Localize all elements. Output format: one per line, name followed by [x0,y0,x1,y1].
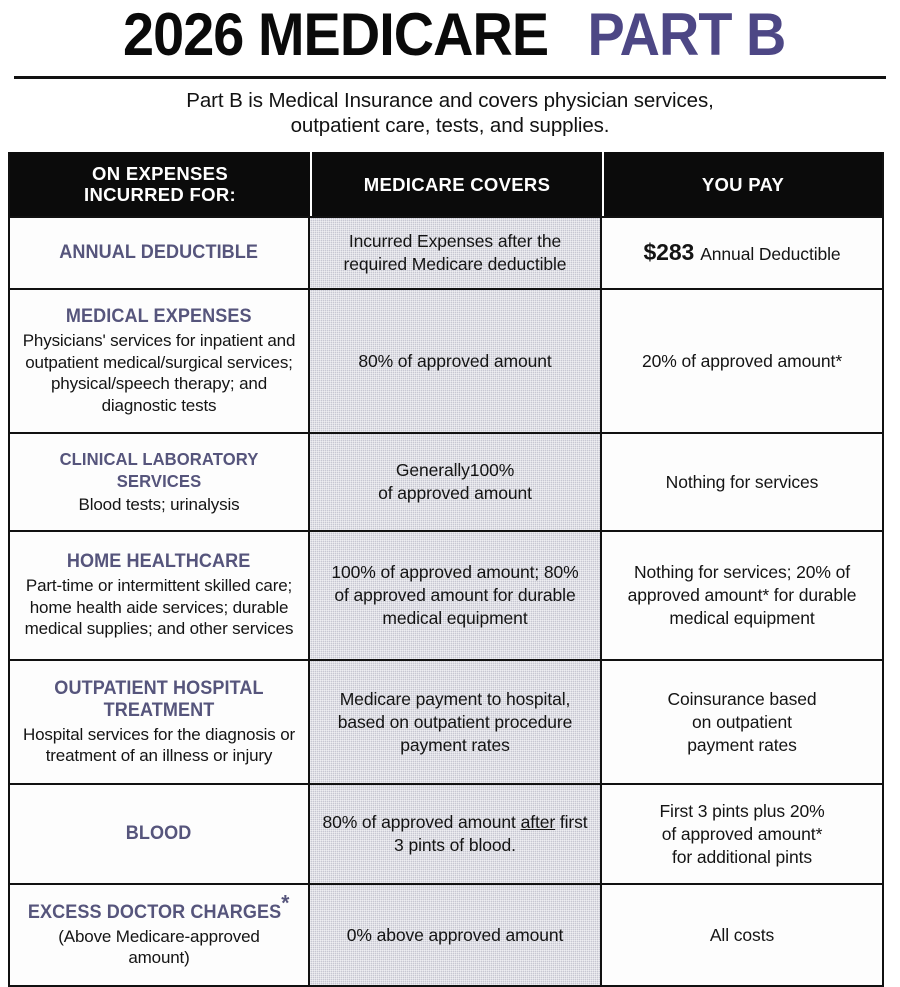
page-title-main: 2026 MEDICARE [122,1,549,68]
pay-line-1: Coinsurance based [667,688,817,709]
row-label: HOME HEALTHCARE [67,551,251,573]
deductible-label: Annual Deductible [700,243,841,264]
covers-line-3: payment rates [400,734,510,755]
row-pay-cell [602,290,882,432]
row-label-cell [10,434,310,530]
row-label: BLOOD [126,823,192,844]
pay-line-1: Nothing for services; 20% of [633,562,851,582]
covers-text-underlined: after [520,812,556,832]
pay-line-1: 20% of approved amount* [641,350,843,371]
covers-line-1: 80% of approved amount [358,350,552,371]
covers-text-pre: 80% of approved amount [322,812,521,832]
row-label: ANNUAL DEDUCTIBLE [59,242,259,263]
column-header-medicare-covers: MEDICARE COVERS [310,152,602,216]
column-header-expenses-line-1: ON EXPENSES [92,163,228,184]
benefits-table [8,152,884,987]
table-row [10,216,882,288]
row-pay-cell [602,885,882,985]
table-header-row [10,152,882,216]
subtitle-line-2: outpatient care, tests, and supplies. [290,114,610,137]
asterisk-icon: * [281,890,290,916]
covers-line-2: of approved amount for durable [334,585,576,605]
row-pay-cell [602,785,882,883]
row-pay-cell [602,434,882,530]
covers-line-2: based on outpatient procedure [337,711,573,732]
covers-line-2: of approved amount [378,483,532,503]
pay-line-1: All costs [709,924,775,945]
row-covers-cell [310,218,602,288]
row-label: CLINICAL LABORATORY SERVICES [59,449,259,492]
table-row [10,783,882,883]
row-label: OUTPATIENT HOSPITAL TREATMENT [54,677,264,721]
row-description-line-2: amount) [128,948,190,967]
row-covers-cell [310,290,602,432]
table-row [10,288,882,432]
covers-line-1: Medicare payment to hospital, [339,688,571,709]
row-description: Hospital services for the diagnosis or treatment of an illness or injury [22,724,296,765]
row-pay-cell [602,532,882,659]
covers-line-3: medical equipment [382,608,528,628]
pay-line-3: payment rates [687,734,797,755]
covers-line-1 [322,811,587,834]
row-label-cell [10,218,310,288]
page-header [0,0,900,138]
row-description: Part-time or intermittent skilled care; home health aide services; durable medical supplies; and other services [24,576,294,639]
row-pay-cell [602,218,882,288]
row-label-cell [10,661,310,783]
pay-line-2: approved amount* for durable [627,585,857,605]
table-row [10,659,882,783]
table-row [10,432,882,530]
row-label [28,890,290,924]
row-label-cell [10,290,310,432]
page-title [0,0,900,68]
page-subtitle [0,79,900,138]
covers-line-1: 100% of approved amount; 80% [331,562,579,582]
covers-line-1: Incurred Expenses after the [348,231,562,251]
pay-line-1: Nothing for services [665,471,819,492]
deductible-amount: $283 [643,238,695,265]
row-description: Blood tests; urinalysis [78,495,240,515]
row-covers-cell [310,785,602,883]
subtitle-line-1: Part B is Medical Insurance and covers physician services, [186,89,714,112]
pay-line-1: First 3 pints plus 20% [659,800,825,821]
table-row [10,530,882,659]
row-label-cell [10,885,310,985]
covers-line-1: 0% above approved amount [346,924,564,945]
row-pay-cell [602,661,882,783]
row-label: MEDICAL EXPENSES [66,306,252,327]
table-row [10,883,882,985]
column-header-you-pay: YOU PAY [602,152,882,216]
covers-line-1: Generally100% [395,460,515,480]
row-description: Physicians' services for inpatient and outpatient medical/surgical services; physical/speech therapy; and diagnostic tests [22,331,296,415]
pay-line-2: of approved amount* [661,823,823,844]
column-header-expenses-line-2: INCURRED FOR: [84,184,236,205]
row-covers-cell [310,885,602,985]
row-label-cell [10,532,310,659]
page-title-accent: PART B [587,1,786,68]
row-covers-cell [310,661,602,783]
pay-line-3: medical equipment [669,608,815,628]
covers-line-2: 3 pints of blood. [394,835,516,855]
row-covers-cell [310,434,602,530]
row-description [58,926,259,969]
pay-line-2: on outpatient [692,711,792,732]
row-label-cell [10,785,310,883]
pay-line-3: for additional pints [671,846,813,867]
row-covers-cell [310,532,602,659]
row-label-text: EXCESS DOCTOR CHARGES [28,901,282,923]
column-header-expenses [10,152,310,216]
covers-text-post: first [555,812,588,832]
row-description-line-1: (Above Medicare-approved [58,926,260,946]
covers-line-2: required Medicare deductible [343,254,567,274]
